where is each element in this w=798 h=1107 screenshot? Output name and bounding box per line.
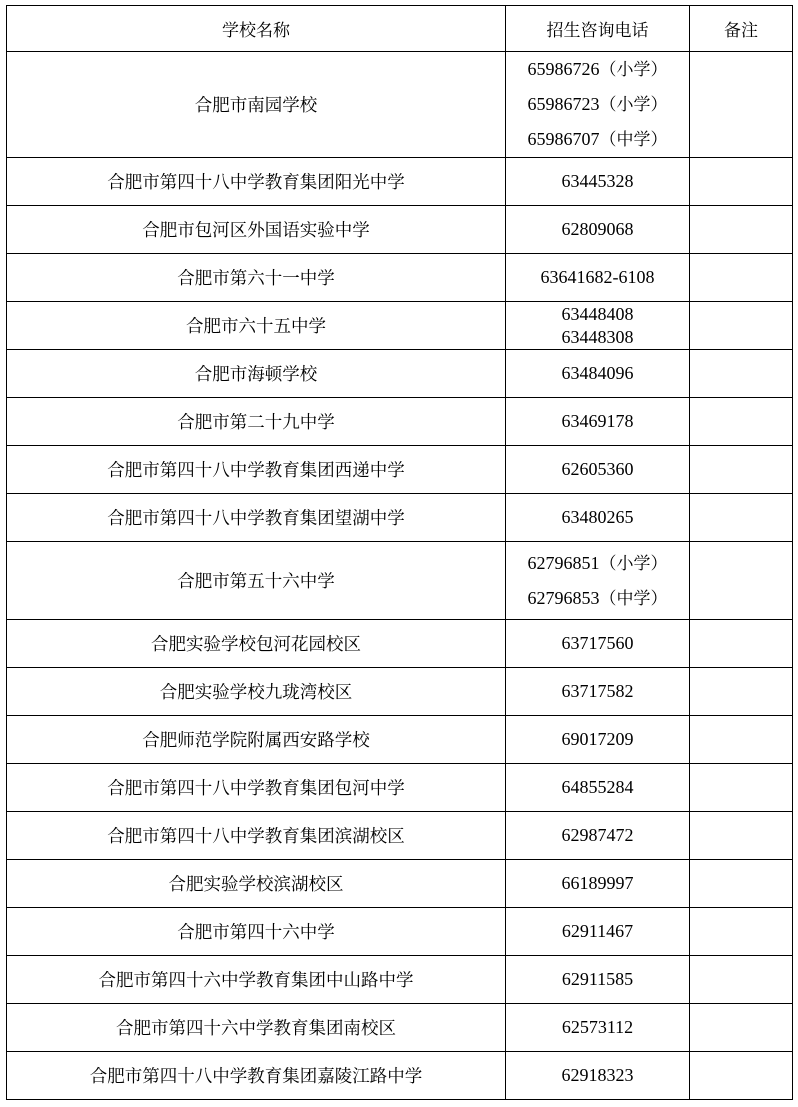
phone-entry	[506, 52, 689, 87]
phone-cell	[506, 716, 690, 764]
phone-number: 62796851	[527, 552, 600, 573]
phone-cell	[506, 254, 690, 302]
school-name-cell: 合肥实验学校滨湖校区	[7, 860, 506, 908]
phone-entry	[506, 459, 689, 480]
school-name-cell: 合肥实验学校九珑湾校区	[7, 668, 506, 716]
table-row	[7, 908, 793, 956]
phone-number: 63448408	[561, 303, 634, 324]
table-row	[7, 716, 793, 764]
remark-cell	[690, 620, 793, 668]
table-row	[7, 668, 793, 716]
table-row	[7, 398, 793, 446]
phone-entry	[506, 363, 689, 384]
remark-cell	[690, 302, 793, 350]
phone-entry	[506, 633, 689, 654]
phone-number: 63717560	[561, 633, 634, 653]
phone-cell	[506, 908, 690, 956]
phone-number: 62796853	[527, 587, 600, 608]
phone-number: 62911585	[561, 969, 634, 989]
school-name-cell: 合肥市第二十九中学	[7, 398, 506, 446]
phone-number: 63480265	[561, 507, 634, 527]
phone-number: 63717582	[561, 681, 634, 701]
remark-cell	[690, 716, 793, 764]
phone-cell	[506, 302, 690, 350]
school-name-cell: 合肥市第四十六中学教育集团中山路中学	[7, 956, 506, 1004]
table-row	[7, 812, 793, 860]
phone-note: （小学）	[599, 553, 668, 574]
remark-cell	[690, 1004, 793, 1052]
phone-number: 62809068	[561, 219, 634, 239]
phone-entry	[506, 729, 689, 750]
remark-cell	[690, 668, 793, 716]
table-row	[7, 350, 793, 398]
phone-cell	[506, 956, 690, 1004]
phone-entry	[506, 507, 689, 528]
phone-cell	[506, 542, 690, 620]
phone-cell	[506, 1052, 690, 1100]
phone-number: 63448308	[561, 326, 634, 347]
school-name-cell: 合肥实验学校包河花园校区	[7, 620, 506, 668]
phone-cell	[506, 494, 690, 542]
remark-cell	[690, 254, 793, 302]
phone-cell	[506, 860, 690, 908]
remark-cell	[690, 446, 793, 494]
phone-cell	[506, 158, 690, 206]
remark-cell	[690, 956, 793, 1004]
header-remark: 备注	[690, 6, 793, 52]
school-name-cell: 合肥市第六十一中学	[7, 254, 506, 302]
remark-cell	[690, 158, 793, 206]
table-row	[7, 52, 793, 158]
school-name-cell: 合肥市第四十八中学教育集团滨湖校区	[7, 812, 506, 860]
remark-cell	[690, 398, 793, 446]
phone-cell	[506, 764, 690, 812]
phone-number: 69017209	[561, 729, 634, 749]
table-row	[7, 1052, 793, 1100]
phone-entry	[506, 546, 689, 581]
phone-number: 62573112	[561, 1017, 634, 1037]
phone-cell	[506, 620, 690, 668]
school-name-cell: 合肥市第五十六中学	[7, 542, 506, 620]
school-name-cell: 合肥市第四十八中学教育集团望湖中学	[7, 494, 506, 542]
school-name-cell: 合肥市南园学校	[7, 52, 506, 158]
phone-number: 64855284	[561, 777, 634, 797]
school-name-cell: 合肥市第四十六中学	[7, 908, 506, 956]
remark-cell	[690, 52, 793, 158]
table-body	[7, 52, 793, 1100]
phone-entry	[506, 969, 689, 990]
remark-cell	[690, 812, 793, 860]
table-header-row	[7, 6, 793, 52]
table-row	[7, 206, 793, 254]
table-row	[7, 302, 793, 350]
phone-entry	[506, 1065, 689, 1086]
school-contact-table	[6, 5, 793, 1100]
remark-cell	[690, 350, 793, 398]
phone-entry	[506, 777, 689, 798]
phone-entry	[506, 122, 689, 157]
table-row	[7, 956, 793, 1004]
phone-entry	[506, 87, 689, 122]
phone-cell	[506, 206, 690, 254]
phone-note: （小学）	[599, 95, 668, 115]
table-row	[7, 620, 793, 668]
phone-number: 65986723	[527, 94, 600, 114]
school-name-cell: 合肥市第四十八中学教育集团嘉陵江路中学	[7, 1052, 506, 1100]
phone-cell	[506, 1004, 690, 1052]
phone-cell	[506, 446, 690, 494]
phone-entry	[506, 825, 689, 846]
phone-cell	[506, 812, 690, 860]
phone-entry	[506, 921, 689, 942]
school-name-cell: 合肥师范学院附属西安路学校	[7, 716, 506, 764]
phone-entry	[506, 171, 689, 192]
header-enrollment-phone: 招生咨询电话	[506, 6, 690, 52]
table-row	[7, 764, 793, 812]
school-name-cell: 合肥市第四十八中学教育集团包河中学	[7, 764, 506, 812]
phone-number: 63445328	[561, 171, 634, 191]
phone-note: （中学）	[599, 588, 668, 609]
phone-cell	[506, 52, 690, 158]
phone-number: 62911467	[561, 921, 634, 941]
phone-note: （中学）	[599, 130, 668, 150]
phone-entry	[506, 873, 689, 894]
phone-number: 62918323	[561, 1065, 634, 1085]
school-name-cell: 合肥市海顿学校	[7, 350, 506, 398]
phone-number: 66189997	[561, 873, 634, 893]
table-row	[7, 158, 793, 206]
remark-cell	[690, 494, 793, 542]
school-name-cell: 合肥市第四十六中学教育集团南校区	[7, 1004, 506, 1052]
remark-cell	[690, 908, 793, 956]
table-row	[7, 542, 793, 620]
phone-entry	[506, 326, 689, 349]
school-name-cell: 合肥市第四十八中学教育集团西递中学	[7, 446, 506, 494]
phone-entry	[506, 681, 689, 702]
phone-entry	[506, 303, 689, 326]
school-name-cell: 合肥市六十五中学	[7, 302, 506, 350]
phone-number: 63484096	[561, 363, 634, 383]
phone-cell	[506, 668, 690, 716]
phone-number: 65986726	[527, 59, 600, 79]
header-school-name: 学校名称	[7, 6, 506, 52]
table-row	[7, 860, 793, 908]
phone-entry	[506, 1017, 689, 1038]
table-row	[7, 494, 793, 542]
table-row	[7, 1004, 793, 1052]
remark-cell	[690, 542, 793, 620]
phone-entry	[506, 581, 689, 616]
phone-number: 63641682-6108	[540, 267, 655, 287]
phone-number: 62605360	[561, 459, 634, 479]
phone-number: 63469178	[561, 411, 634, 431]
phone-entry	[506, 411, 689, 432]
phone-entry	[506, 219, 689, 240]
remark-cell	[690, 206, 793, 254]
school-name-cell: 合肥市包河区外国语实验中学	[7, 206, 506, 254]
phone-number: 65986707	[527, 129, 600, 149]
remark-cell	[690, 1052, 793, 1100]
table-row	[7, 254, 793, 302]
phone-cell	[506, 350, 690, 398]
phone-entry	[506, 267, 689, 288]
remark-cell	[690, 860, 793, 908]
school-name-cell: 合肥市第四十八中学教育集团阳光中学	[7, 158, 506, 206]
phone-cell	[506, 398, 690, 446]
phone-note: （小学）	[599, 60, 668, 80]
remark-cell	[690, 764, 793, 812]
table-row	[7, 446, 793, 494]
phone-number: 62987472	[561, 825, 634, 845]
